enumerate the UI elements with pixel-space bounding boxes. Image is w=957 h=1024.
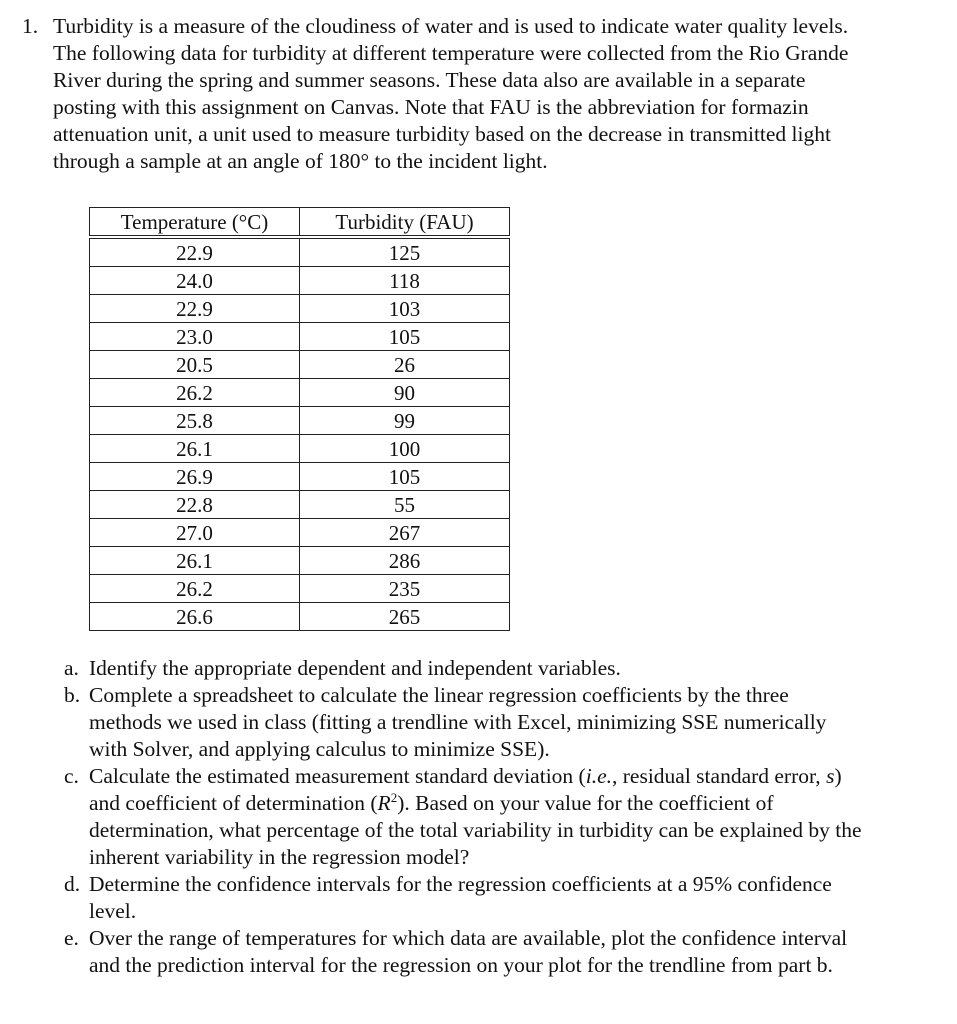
table-row [90, 435, 510, 463]
table-row [90, 351, 510, 379]
temperature-cell: 27.0 [90, 519, 300, 547]
table-row [90, 491, 510, 519]
item-line: inherent variability in the regression model? [89, 845, 470, 869]
item-line: level. [89, 899, 137, 923]
table-row [90, 603, 510, 631]
item-line: Determine the confidence intervals for the regression coefficients at a 95% confidence [89, 872, 832, 896]
item-line [89, 790, 862, 817]
intro-line: attenuation unit, a unit used to measure turbidity based on the decrease in transmitted light [53, 122, 831, 146]
table-row [90, 547, 510, 575]
intro-line: River during the spring and summer seasons. These data also are available in a separate [53, 68, 806, 92]
text: and coefficient of determination ( [89, 791, 378, 815]
text-italic: i.e. [585, 764, 612, 788]
text-italic: s [826, 764, 835, 788]
superscript: 2 [390, 789, 398, 805]
item-label: e. [64, 926, 79, 950]
turbidity-cell: 103 [300, 295, 510, 323]
intro-line: The following data for turbidity at different temperature were collected from the Rio Grande [53, 41, 849, 65]
table-row [90, 237, 510, 267]
temperature-cell: 26.6 [90, 603, 300, 631]
item-line [89, 763, 862, 790]
intro-line: through a sample at an angle of 180° to the incident light. [53, 149, 548, 173]
text: Calculate the estimated measurement standard deviation ( [89, 764, 586, 788]
item-line: determination, what percentage of the total variability in turbidity can be explained by the [89, 818, 862, 842]
question-number: 1. [22, 14, 39, 38]
text-italic: R [377, 791, 391, 815]
item-line: Complete a spreadsheet to calculate the linear regression coefficients by the three [89, 683, 789, 707]
text: ) [834, 764, 842, 788]
temperature-cell: 26.1 [90, 547, 300, 575]
turbidity-cell: 235 [300, 575, 510, 603]
table-row [90, 407, 510, 435]
intro-line: posting with this assignment on Canvas. Note that FAU is the abbreviation for formazin [53, 95, 809, 119]
temperature-cell: 25.8 [90, 407, 300, 435]
temperature-cell: 22.8 [90, 491, 300, 519]
turbidity-cell: 267 [300, 519, 510, 547]
header-turbidity: Turbidity (FAU) [300, 208, 510, 238]
turbidity-cell: 90 [300, 379, 510, 407]
table-row [90, 323, 510, 351]
turbidity-cell: 105 [300, 463, 510, 491]
intro-line: Turbidity is a measure of the cloudiness of water and is used to indicate water quality levels. [53, 14, 849, 38]
header-temperature: Temperature (°C) [90, 208, 300, 238]
item-line: Over the range of temperatures for which data are available, plot the confidence interval [89, 926, 848, 950]
item-label: c. [64, 764, 79, 788]
temperature-cell: 22.9 [90, 237, 300, 267]
item-label: d. [64, 872, 81, 896]
item-line: Identify the appropriate dependent and independent variables. [89, 656, 621, 680]
table-row [90, 463, 510, 491]
temperature-cell: 26.2 [90, 575, 300, 603]
temperature-cell: 20.5 [90, 351, 300, 379]
temperature-cell: 22.9 [90, 295, 300, 323]
turbidity-cell: 265 [300, 603, 510, 631]
temperature-cell: 26.9 [90, 463, 300, 491]
table-row [90, 267, 510, 295]
table-row [90, 575, 510, 603]
table-row [90, 379, 510, 407]
turbidity-cell: 55 [300, 491, 510, 519]
text: , residual standard error, [612, 764, 827, 788]
turbidity-cell: 100 [300, 435, 510, 463]
turbidity-cell: 118 [300, 267, 510, 295]
temperature-cell: 24.0 [90, 267, 300, 295]
table-row [90, 295, 510, 323]
turbidity-cell: 99 [300, 407, 510, 435]
question-intro [53, 13, 848, 175]
item-label: a. [64, 656, 79, 680]
data-table [89, 207, 510, 631]
turbidity-cell: 105 [300, 323, 510, 351]
temperature-cell: 26.2 [90, 379, 300, 407]
item-label: b. [64, 683, 81, 707]
temperature-cell: 26.1 [90, 435, 300, 463]
turbidity-cell: 125 [300, 237, 510, 267]
temperature-cell: 23.0 [90, 323, 300, 351]
turbidity-cell: 286 [300, 547, 510, 575]
text: ). Based on your value for the coefficient of [397, 791, 774, 815]
turbidity-cell: 26 [300, 351, 510, 379]
table-row [90, 519, 510, 547]
item-line: and the prediction interval for the regression on your plot for the trendline from part b. [89, 953, 833, 977]
item-line: methods we used in class (fitting a trendline with Excel, minimizing SSE numerically [89, 710, 827, 734]
item-line: with Solver, and applying calculus to minimize SSE). [89, 737, 550, 761]
